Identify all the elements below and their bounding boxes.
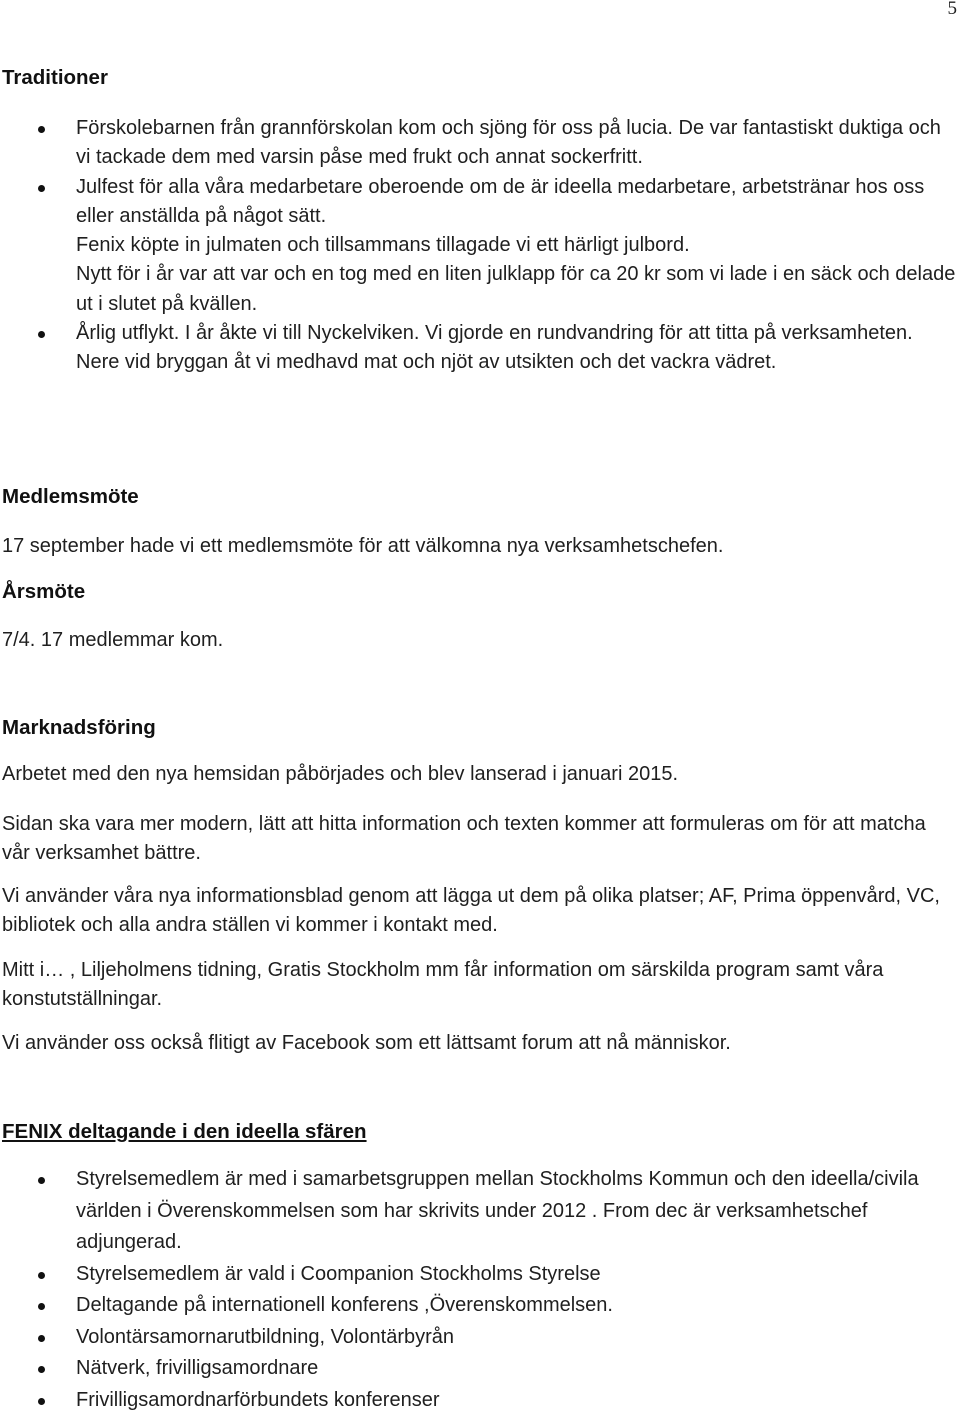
list-item-text: Fenix köpte in julmaten och tillsammans tillagade vi ett härligt julbord. [76,234,690,257]
list-item-text: Förskolebarnen från grannförskolan kom och sjöng för oss på lucia. De var fantastiskt duktiga och vi tackade dem med varsin påse med frukt och annat sockerfritt. [76,117,941,169]
list-item [0,1164,958,1259]
bullet-icon [38,1398,45,1405]
list-item-text: Nytt för i år var att var och en tog med en liten julklapp för ca 20 kr som vi lade i en säck och delade ut i slutet på kvällen. [76,263,956,315]
marknadsforing-paragraph: Arbetet med den nya hemsidan påbörjades och blev lanserad i januari 2015. [2,763,678,785]
heading-marknadsforing: Marknadsföring [2,716,156,739]
list-item [0,173,958,319]
arsmote-text: 7/4. 17 medlemmar kom. [2,629,224,651]
page-number: 5 [947,0,957,19]
heading-traditioner: Traditioner [2,66,108,89]
bullet-icon [38,1335,45,1342]
heading-medlemsmote: Medlemsmöte [2,485,139,508]
list-item [0,1322,958,1354]
medlemsmote-text: 17 september hade vi ett medlemsmöte för att välkomna nya verksamhetschefen. [2,535,724,557]
marknadsforing-paragraph: Sidan ska vara mer modern, lätt att hitta information och texten kommer att formuleras om för att matcha vår verksamhet bättre. [2,813,926,864]
marknadsforing-paragraph: Vi använder våra nya informationsblad genom att lägga ut dem på olika platser; AF, Prima öppenvård, VC, bibliotek och alla andra ställen vi kommer i kontakt med. [2,885,940,936]
list-item-text: Julfest för alla våra medarbetare oberoende om de är ideella medarbetare, arbetstränar hos oss eller anställda på något sätt. [76,175,925,227]
list-item-text: Årlig utflykt. I år åkte vi till Nyckelviken. Vi gjorde en rundvandring för att titta på verksamheten. Nere vid bryggan åt vi medhavd mat och njöt av utsikten och det vackra vädret. [76,322,913,374]
heading-arsmote: Årsmöte [2,580,86,603]
heading-fenix: FENIX deltagande i den ideella sfären [2,1120,367,1143]
bullet-icon [38,331,45,338]
list-item [0,114,958,173]
list-item [0,1259,958,1291]
list-item [0,319,958,378]
list-item [0,1385,958,1416]
list-item-text: Deltagande på internationell konferens ,Överenskommelsen. [76,1294,613,1316]
bullet-icon [38,1177,45,1184]
list-item [0,1353,958,1385]
bullet-icon [38,126,45,133]
fenix-list [0,1164,958,1416]
list-item-text: Styrelsemedlem är med i samarbetsgruppen mellan Stockholms Kommun och den ideella/civila världen i Överenskommelsen som har skrivits under 2012 . From dec är verksamhetschef adjungerad. [76,1168,919,1253]
list-item-text: Nätverk, frivilligsamordnare [76,1357,319,1379]
marknadsforing-paragraph: Mitt i… , Liljeholmens tidning, Gratis Stockholm mm får information om särskilda program samt våra konstutställningar. [2,959,884,1010]
list-item [0,1290,958,1322]
bullet-icon [38,1366,45,1373]
bullet-icon [38,1272,45,1279]
marknadsforing-paragraph: Vi använder oss också flitigt av Facebook som ett lättsamt forum att nå människor. [2,1032,731,1054]
bullet-icon [38,1303,45,1310]
list-item-text: Styrelsemedlem är vald i Coompanion Stockholms Styrelse [76,1262,601,1285]
bullet-icon [38,185,45,192]
list-item-text: Frivilligsamordnarförbundets konferenser [76,1388,440,1411]
list-item-text: Volontärsamornarutbildning, Volontärbyrån [76,1325,455,1348]
traditioner-list [0,114,958,378]
